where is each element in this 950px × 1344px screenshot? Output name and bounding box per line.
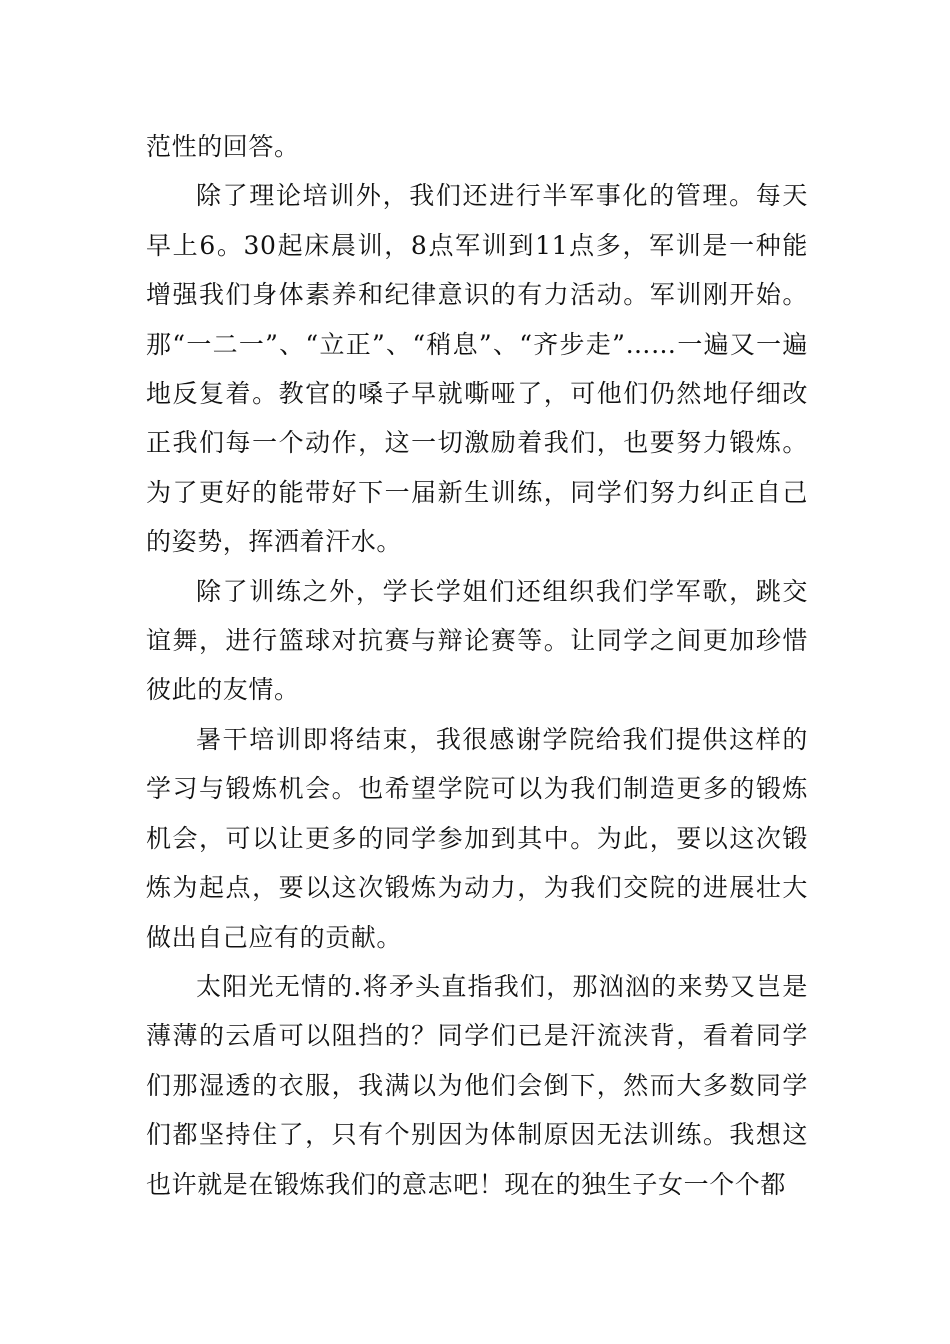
paragraph-gratitude: 暑干培训即将结束，我很感谢学院给我们提供这样的学习与锻炼机会。也希望学院可以为我们制造更多的锻炼机会，可以让更多的同学参加到其中。为此，要以这次锻炼为起点，要以这次锻炼为动力，为我们交院的进展壮大做出自己应有的贡献。 xyxy=(146,724,808,952)
paragraph-continuation: 范性的回答。 xyxy=(146,132,300,161)
paragraph-sunlight: 太阳光无情的.将矛头直指我们，那汹汹的来势又岂是薄薄的云盾可以阻挡的？同学们已是汗流浃背，看着同学们那湿透的衣服，我满以为他们会倒下，然而大多数同学们都坚持住了，只有个别因为体制原因无法训练。我想这也许就是在锻炼我们的意志吧！现在的独生子女一个个都 xyxy=(146,971,808,1199)
document-body xyxy=(146,122,808,1209)
paragraph-training-management: 除了理论培训外，我们还进行半军事化的管理。每天早上6。30起床晨训，8点军训到11点多，军训是一种能增强我们身体素养和纪律意识的有力活动。军训刚开始。那“一二一”、“立正”、“稍息”、“齐步走”……一遍又一遍地反复着。教官的嗓子早就嘶哑了，可他们仍然地仔细改正我们每一个动作，这一切激励着我们，也要努力锻炼。为了更好的能带好下一届新生训练，同学们努力纠正自己的姿势，挥洒着汗水。 xyxy=(146,181,808,557)
paragraph-activities: 除了训练之外，学长学姐们还组织我们学军歌，跳交谊舞，进行篮球对抗赛与辩论赛等。让同学之间更加珍惜彼此的友情。 xyxy=(146,576,808,705)
